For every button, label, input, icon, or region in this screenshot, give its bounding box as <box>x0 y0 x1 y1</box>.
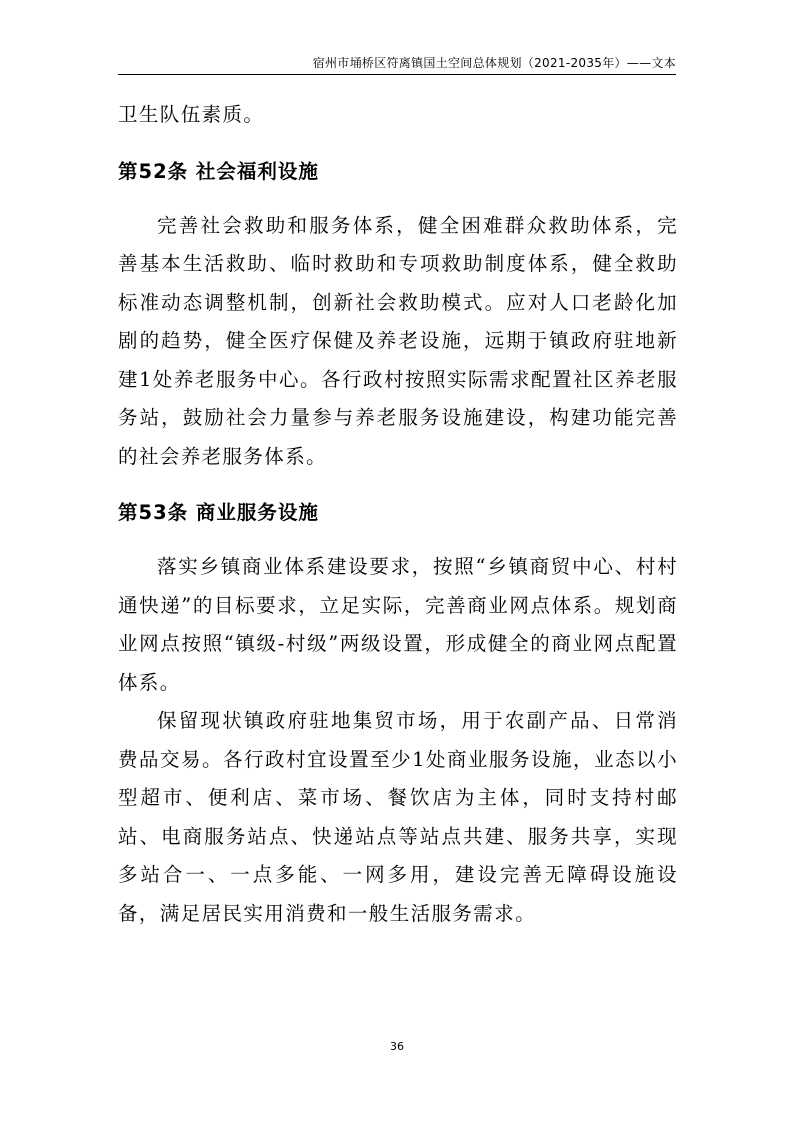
document-body <box>118 96 678 933</box>
header-divider <box>118 74 676 75</box>
page-number: 36 <box>390 1040 404 1053</box>
article-52-heading: 第52条 社会福利设施 <box>118 159 319 183</box>
article-53-paragraph-1: 落实乡镇商业体系建设要求，按照“乡镇商贸中心、村村通快递”的目标要求，立足实际，完善商业网点体系。规划商业网点按照“镇级-村级”两级设置，形成健全的商业网点配置体系。 <box>118 555 678 694</box>
continuation-paragraph: 卫生队伍素质。 <box>118 103 265 126</box>
article-53-heading: 第53条 商业服务设施 <box>118 501 319 524</box>
article-53-paragraph-2: 保留现状镇政府驻地集贸市场，用于农副产品、日常消费品交易。各行政村宜设置至少1处商业服务设施，业态以小型超市、便利店、菜市场、餐饮店为主体，同时支持村邮站、电商服务站点、快递站点等站点共建、服务共享，实现多站合一、一点多能、一网多用，建设完善无障碍设施设备，满足居民实用消费和一般生活服务需求。 <box>118 709 678 925</box>
running-header: 宿州市埇桥区符离镇国土空间总体规划（2021-2035年）——文本 <box>312 56 676 70</box>
article-52-paragraph-1: 完善社会救助和服务体系，健全困难群众救助体系，完善基本生活救助、临时救助和专项救助制度体系，健全救助标准动态调整机制，创新社会救助模式。应对人口老龄化加剧的趋势，健全医疗保健及养老设施，远期于镇政府驻地新建1处养老服务中心。各行政村按照实际需求配置社区养老服务站，鼓励社会力量参与养老服务设施建设，构建功能完善的社会养老服务体系。 <box>118 213 678 468</box>
